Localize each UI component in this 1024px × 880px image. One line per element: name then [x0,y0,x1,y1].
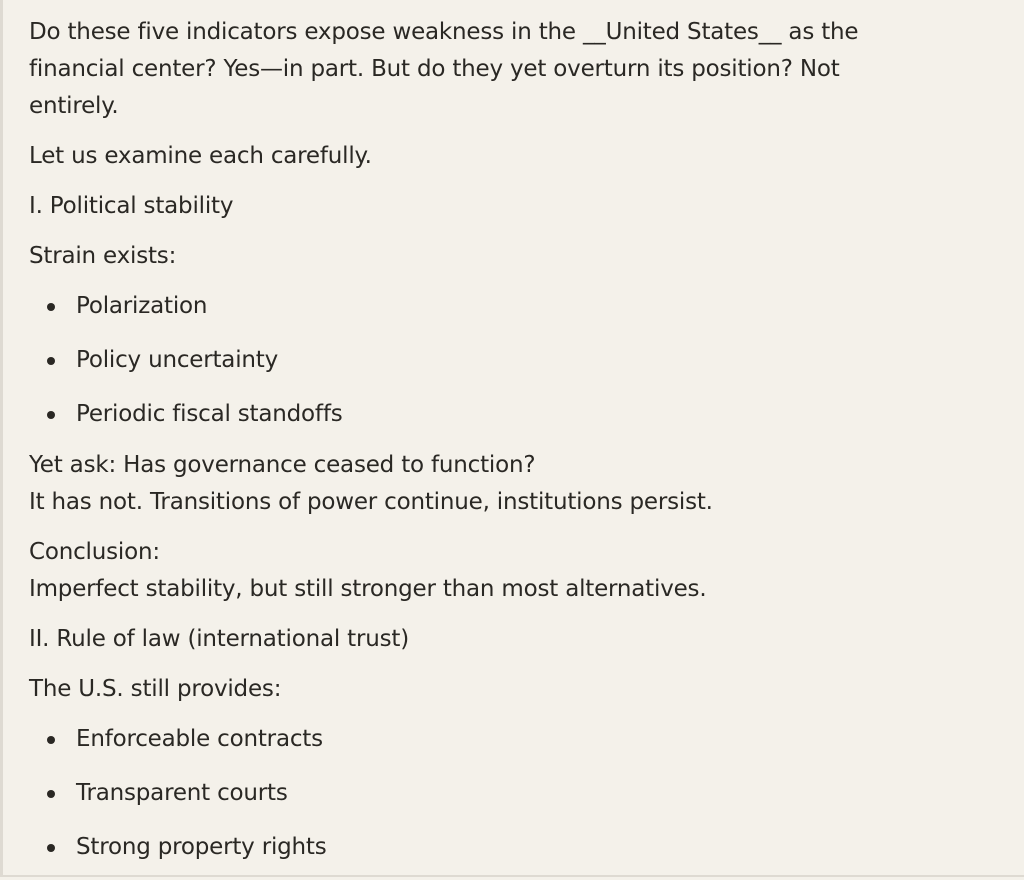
list-item-text: Policy uncertainty [76,347,278,373]
conclusion-text: Imperfect stability, but still stronger than most alternatives. [29,576,707,602]
bullet-icon [47,303,55,311]
conclusion-label: Conclusion: [29,539,160,565]
list-item [29,396,1004,433]
bullet-icon [47,844,55,852]
list-item-text: Polarization [76,293,208,319]
section-2-bullet-list [29,721,1004,866]
list-item-text: Enforceable contracts [76,726,323,752]
bullet-icon [47,411,55,419]
intro-line-2: financial center? Yes—in part. But do they yet overturn its position? Not [29,56,840,82]
examine-paragraph: Let us examine each carefully. [29,143,372,169]
section-2-lead: The U.S. still provides: [29,676,282,702]
intro-paragraph [29,14,1004,125]
list-item [29,342,1004,379]
section-2-heading: II. Rule of law (international trust) [29,626,409,652]
list-item-text: Strong property rights [76,834,327,860]
bullet-icon [47,357,55,365]
question-paragraph [29,447,1004,521]
question-line: Yet ask: Has governance ceased to function? [29,452,536,478]
list-item [29,775,1004,812]
intro-line-3: entirely. [29,93,119,119]
section-1-heading: I. Political stability [29,193,234,219]
list-item [29,288,1004,325]
list-item-text: Periodic fiscal standoffs [76,401,343,427]
list-item-text: Transparent courts [76,780,288,806]
bullet-icon [47,736,55,744]
section-1-bullet-list [29,288,1004,433]
list-item [29,721,1004,758]
bullet-icon [47,790,55,798]
list-item [29,829,1004,866]
conclusion-paragraph [29,534,1004,608]
left-border [0,0,3,877]
message-content [29,14,1004,880]
answer-line: It has not. Transitions of power continue, institutions persist. [29,489,713,515]
intro-line-1: Do these five indicators expose weakness in the __United States__ as the [29,19,859,45]
section-1-lead: Strain exists: [29,243,177,269]
